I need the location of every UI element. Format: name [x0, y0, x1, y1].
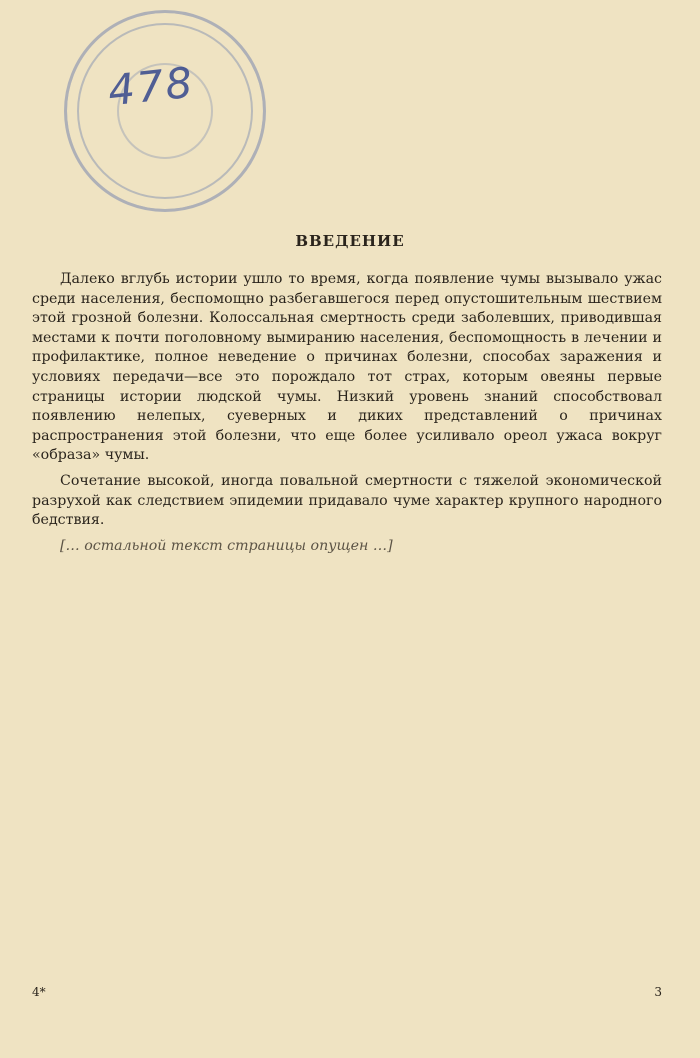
signature-mark: 4* [32, 985, 46, 999]
omitted-marker: [… остальной текст страницы опущен …] [60, 537, 393, 554]
paragraph-1: Далеко вглубь истории ушло то время, когда появление чумы вызывало ужас среди населения, беспомощно разбегавшегося перед опустошительным шествием этой грозной болезни. Колоссальная смертность среди заболевших, приводившая местами к почти поголовному вымиранию населения, беспомощность в лечении и профилактике, полное неведение о причинах болезни, способах заражения и условиях передачи—все это порождало тот страх, которым овеяны первые страницы истории людской чумы. Низкий уровень знаний способствовал появлению нелепых, суеверных и диких представлений о причинах распространения этой болезни, что еще более усиливало ореол ужаса вокруг «образа» чумы. [32, 271, 662, 464]
page-footer [32, 985, 662, 999]
library-stamp [64, 10, 266, 212]
handwritten-inventory-number: 478 [105, 57, 197, 116]
body-text [32, 270, 662, 562]
page-number: 3 [654, 985, 662, 999]
chapter-title: ВВЕДЕНИЕ [295, 232, 405, 250]
paragraph-2: Сочетание высокой, иногда повальной смертности с тяжелой экономической разрухой как следствием эпидемии придавало чуме характер крупного народного бедствия. [32, 472, 662, 529]
